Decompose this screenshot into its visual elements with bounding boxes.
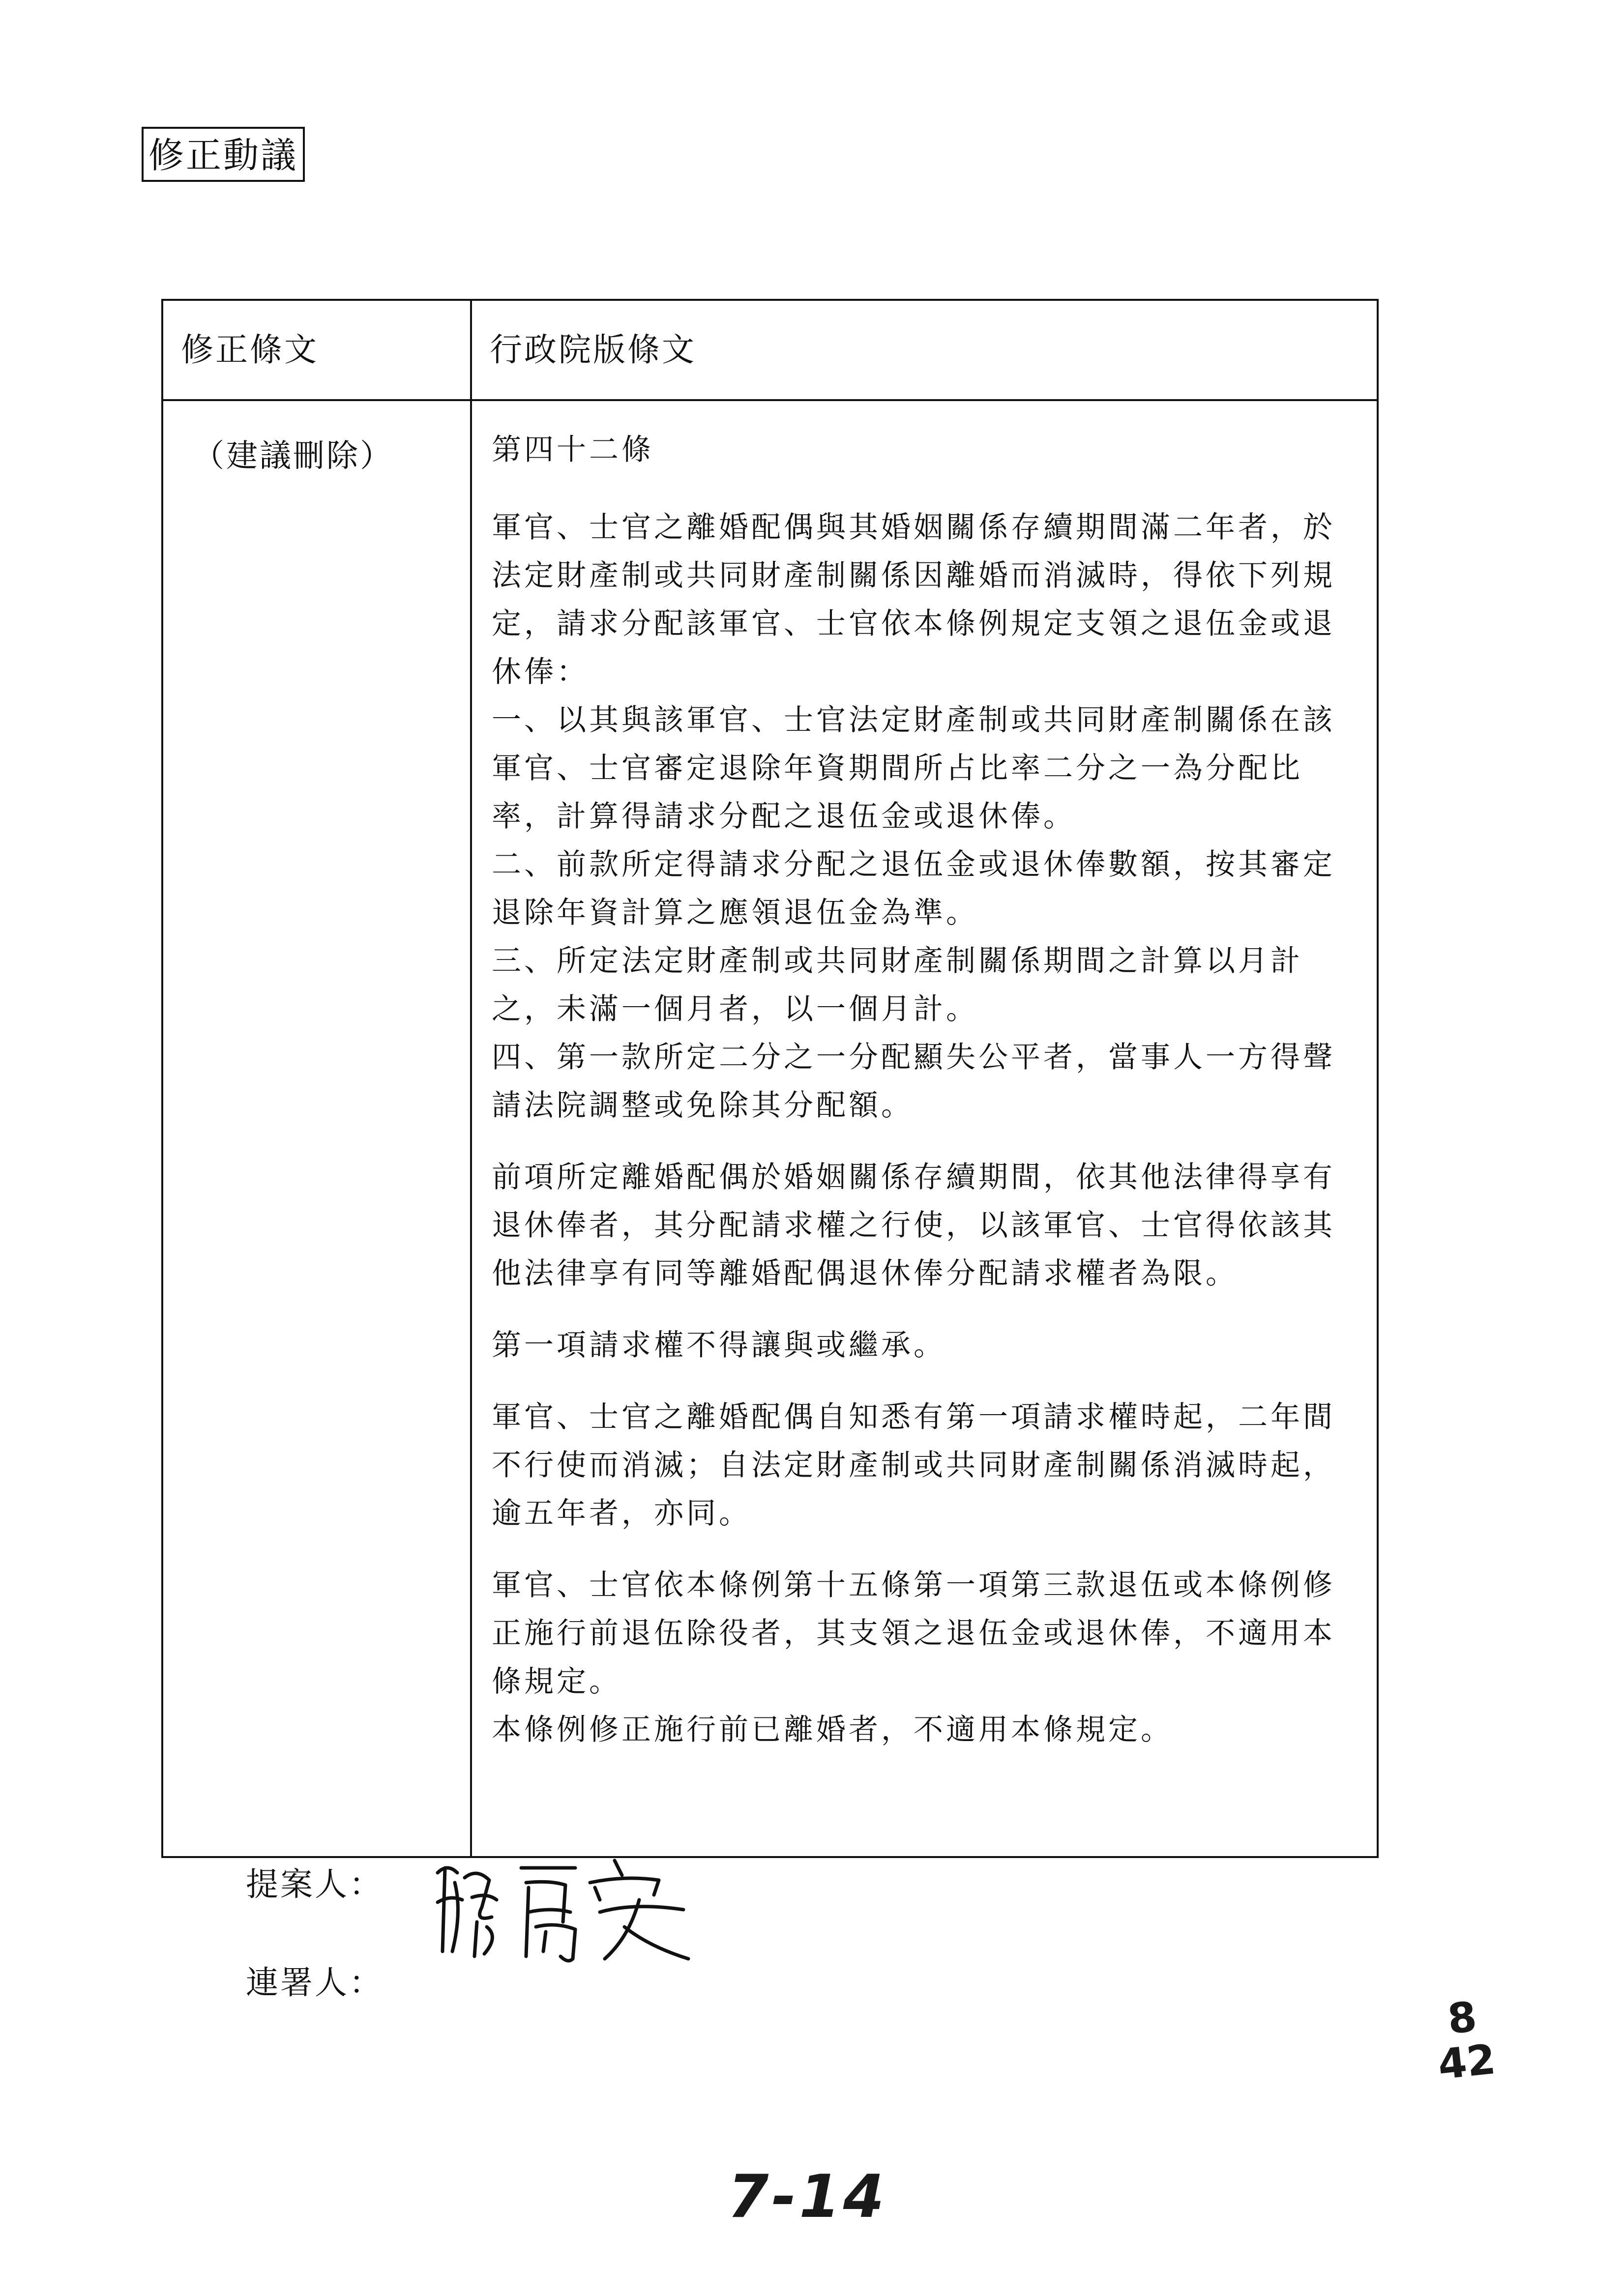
cosigner-label: 連署人： — [246, 1964, 384, 2002]
text-line: 軍官、士官之離婚配偶與其婚姻關係存續期間滿二年者，於 — [492, 510, 1335, 545]
text-line: 第一項請求權不得讓與或繼承。 — [492, 1328, 946, 1363]
paragraph-3 — [492, 1321, 1362, 1369]
text-line: 本條例修正施行前已離婚者，不適用本條規定。 — [492, 1713, 1173, 1747]
paragraph-5 — [492, 1561, 1362, 1754]
text-line: 二、前款所定得請求分配之退伍金或退休俸數額，按其審定 — [492, 847, 1335, 882]
article-number: 第四十二條 — [492, 433, 654, 467]
table-body-row — [162, 400, 1378, 1857]
text-line: 率，計算得請求分配之退伍金或退休俸。 — [492, 799, 1076, 834]
text-line: 四、第一款所定二分之一分配顯失公平者，當事人一方得聲 — [492, 1040, 1335, 1075]
proposer-label: 提案人： — [246, 1865, 384, 1903]
handwritten-signature — [428, 1853, 703, 1966]
text-line: 退除年資計算之應領退伍金為準。 — [492, 896, 978, 930]
text-line: 退休俸者，其分配請求權之行使，以該軍官、士官得依該其 — [492, 1208, 1335, 1243]
text-line: 法定財產制或共同財產制關係因離婚而消滅時，得依下列規 — [492, 558, 1335, 593]
text-line: 之，未滿一個月者，以一個月計。 — [492, 992, 978, 1026]
text-line: 一、以其與該軍官、士官法定財產制或共同財產制關係在該 — [492, 703, 1335, 737]
text-line: 軍官、士官依本條例第十五條第一項第三款退伍或本條例修 — [492, 1568, 1335, 1602]
document-title: 修正動議 — [142, 127, 305, 182]
paragraph-1 — [492, 503, 1362, 1130]
suggest-delete-text: （建議刪除） — [193, 438, 393, 474]
text-line: 正施行前退伍除役者，其支領之退伍金或退休俸，不適用本 — [492, 1616, 1335, 1651]
paragraph-4 — [492, 1393, 1362, 1538]
paragraph-2 — [492, 1153, 1362, 1298]
text-line: 定，請求分配該軍官、士官依本條例規定支領之退伍金或退 — [492, 607, 1335, 641]
text-line: 休俸： — [492, 655, 589, 689]
text-line: 條規定。 — [492, 1664, 621, 1699]
suggest-delete-cell — [162, 400, 471, 1857]
text-line: 軍官、士官之離婚配偶自知悉有第一項請求權時起，二年間 — [492, 1400, 1335, 1434]
text-line: 不行使而消滅；自法定財產制或共同財產制關係消滅時起， — [492, 1448, 1335, 1482]
text-line: 軍官、士官審定退除年資期間所占比率二分之一為分配比 — [492, 751, 1303, 785]
header-executive-yuan-article: 行政院版條文 — [471, 300, 1378, 400]
margin-note-bottom: 42 — [1435, 2034, 1498, 2089]
text-line: 前項所定離婚配偶於婚姻關係存續期間，依其他法律得享有 — [492, 1160, 1335, 1194]
text-line: 逾五年者，亦同。 — [492, 1496, 751, 1531]
amendment-table — [161, 299, 1379, 1858]
text-line: 他法律享有同等離婚配偶退休俸分配請求權者為限。 — [492, 1256, 1238, 1291]
header-amended-article: 修正條文 — [162, 300, 471, 400]
text-line: 請法院調整或免除其分配額。 — [492, 1088, 914, 1123]
margin-note-top: 8 — [1445, 1992, 1479, 2044]
page-number: 7-14 — [728, 2163, 887, 2231]
handwritten-margin-note — [1431, 1993, 1498, 2087]
text-line: 三、所定法定財產制或共同財產制關係期間之計算以月計 — [492, 944, 1303, 978]
executive-article-cell — [471, 400, 1378, 1857]
table-header-row — [162, 300, 1378, 400]
